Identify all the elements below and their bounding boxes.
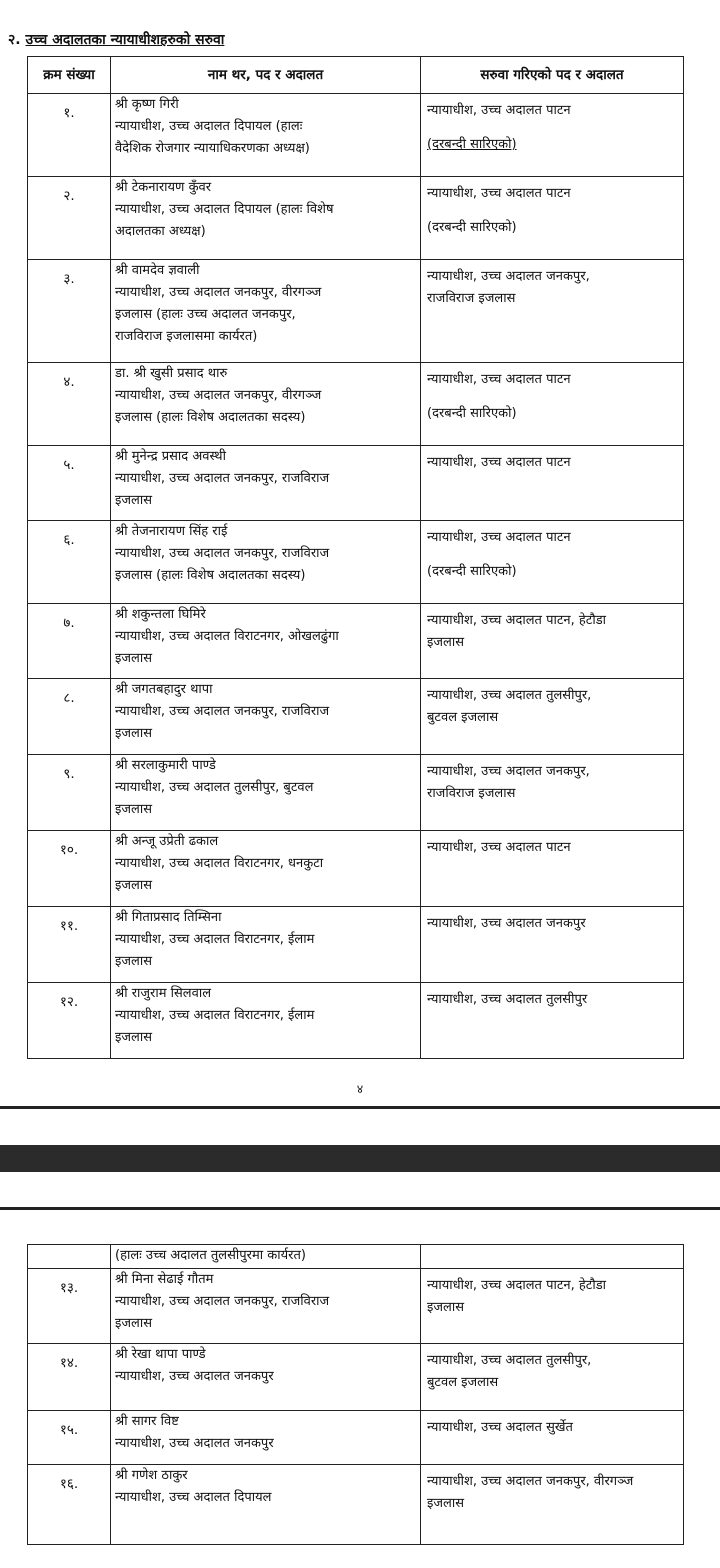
judge-detail-line: न्यायाधीश, उच्च अदालत जनकपुर <box>115 1436 274 1451</box>
judge-detail-line: न्यायाधीश, उच्च अदालत विराटनगर, धनकुटा <box>115 856 324 871</box>
destination-line: न्यायाधीश, उच्च अदालत तुलसीपुर, <box>427 688 592 703</box>
judge-detail-line: न्यायाधीश, उच्च अदालत विराटनगर, ओखलढुंगा <box>115 629 339 644</box>
destination-line: न्यायाधीश, उच्च अदालत जनकपुर, वीरगञ्ज <box>427 1474 634 1489</box>
judge-details <box>111 604 421 679</box>
judge-detail-line: अदालतका अध्यक्ष) <box>115 224 206 239</box>
serial-number: ७. <box>28 604 111 679</box>
judge-detail-line: इजलास (हालः विशेष अदालतका सदस्य) <box>115 410 306 425</box>
judge-name: (हालः उच्च अदालत तुलसीपुरमा कार्यरत) <box>115 1248 306 1263</box>
judge-name: श्री सरलाकुमारी पाण्डे <box>115 758 216 773</box>
judge-detail-line: न्यायाधीश, उच्च अदालत जनकपुर, राजविराज <box>115 1294 330 1309</box>
judge-details <box>111 1465 421 1545</box>
judge-name: श्री जगतबहादुर थापा <box>115 682 213 697</box>
judge-details <box>111 1344 421 1411</box>
judge-detail-line: इजलास <box>115 726 152 741</box>
judge-name: श्री तेजनारायण सिंह राई <box>115 524 228 539</box>
serial-number: १०. <box>28 831 111 907</box>
judge-detail-line: इजलास <box>115 493 152 508</box>
destination-line: न्यायाधीश, उच्च अदालत सुर्खेत <box>427 1420 573 1435</box>
judge-details <box>111 907 421 983</box>
judge-detail-line: न्यायाधीश, उच्च अदालत जनकपुर, राजविराज <box>115 546 330 561</box>
judge-detail-line: न्यायाधीश, उच्च अदालत तुलसीपुर, बुटवल <box>115 780 314 795</box>
table-row <box>28 363 684 446</box>
judge-detail-line: न्यायाधीश, उच्च अदालत जनकपुर <box>115 1369 274 1384</box>
destination-line: इजलास <box>427 1496 464 1511</box>
page-divider-top <box>0 1106 720 1109</box>
transfer-destination <box>421 1344 684 1411</box>
judge-details <box>111 755 421 831</box>
quota-note: (दरबन्दी सारिएको) <box>427 564 517 579</box>
serial-number: १३. <box>28 1269 111 1344</box>
judge-details <box>111 1245 421 1269</box>
table-row <box>28 521 684 604</box>
table-row <box>28 755 684 831</box>
judge-detail-line: राजविराज इजलासमा कार्यरत) <box>115 329 258 344</box>
destination-line: न्यायाधीश, उच्च अदालत पाटन <box>427 455 571 470</box>
judge-detail-line: इजलास <box>115 651 152 666</box>
transfer-destination <box>421 1269 684 1344</box>
table-row <box>28 679 684 755</box>
serial-number: १६. <box>28 1465 111 1545</box>
judge-detail-line: न्यायाधीश, उच्च अदालत विराटनगर, ईलाम <box>115 1008 315 1023</box>
table-row <box>28 831 684 907</box>
judge-detail-line: इजलास <box>115 954 152 969</box>
destination-line: न्यायाधीश, उच्च अदालत तुलसीपुर <box>427 992 588 1007</box>
quota-note: (दरबन्दी सारिएको) <box>427 137 517 152</box>
judge-detail-line: न्यायाधीश, उच्च अदालत दिपायल (हालः <box>115 119 303 134</box>
judge-detail-line: इजलास <box>115 1030 152 1045</box>
serial-number: ५. <box>28 446 111 521</box>
table-row <box>28 604 684 679</box>
judge-detail-line: न्यायाधीश, उच्च अदालत जनकपुर, वीरगञ्ज <box>115 285 322 300</box>
transfer-destination <box>421 363 684 446</box>
table-row <box>28 1245 684 1269</box>
judge-name: श्री मिना सेढाई गौतम <box>115 1272 214 1287</box>
judge-name: श्री शकुन्तला घिमिरे <box>115 607 206 622</box>
table-row <box>28 1269 684 1344</box>
destination-line: न्यायाधीश, उच्च अदालत जनकपुर, <box>427 269 590 284</box>
judge-detail-line: इजलास (हालः उच्च अदालत जनकपुर, <box>115 307 296 322</box>
column-header-name: नाम थर, पद र अदालत <box>111 57 421 94</box>
destination-line: न्यायाधीश, उच्च अदालत पाटन, हेटौडा <box>427 613 607 628</box>
judge-details <box>111 446 421 521</box>
transfer-destination <box>421 260 684 363</box>
serial-number: १५. <box>28 1411 111 1465</box>
judge-details <box>111 521 421 604</box>
destination-line: न्यायाधीश, उच्च अदालत तुलसीपुर, <box>427 1353 592 1368</box>
judge-details <box>111 260 421 363</box>
judge-name: श्री टेकनारायण कुँवर <box>115 180 212 195</box>
transfer-destination <box>421 1411 684 1465</box>
judge-detail-line: न्यायाधीश, उच्च अदालत जनकपुर, राजविराज <box>115 471 330 486</box>
quota-note: (दरबन्दी सारिएको) <box>427 406 517 421</box>
transfer-destination <box>421 177 684 260</box>
destination-line: न्यायाधीश, उच्च अदालत जनकपुर <box>427 916 586 931</box>
destination-line: न्यायाधीश, उच्च अदालत पाटन <box>427 186 571 201</box>
serial-number: ६. <box>28 521 111 604</box>
destination-line: इजलास <box>427 1300 464 1315</box>
transfer-destination <box>421 983 684 1059</box>
serial-number: १४. <box>28 1344 111 1411</box>
table-row <box>28 1465 684 1545</box>
destination-line: न्यायाधीश, उच्च अदालत जनकपुर, <box>427 764 590 779</box>
judge-name: श्री रेखा थापा पाण्डे <box>115 1347 206 1362</box>
destination-line: न्यायाधीश, उच्च अदालत पाटन, हेटौडा <box>427 1278 607 1293</box>
table-body <box>28 94 684 1059</box>
transfer-destination <box>421 679 684 755</box>
judge-details <box>111 1269 421 1344</box>
table-row <box>28 1411 684 1465</box>
judge-detail-line: इजलास <box>115 1316 152 1331</box>
serial-number: १. <box>28 94 111 177</box>
column-header-serial: क्रम संख्या <box>28 57 111 94</box>
judge-details <box>111 363 421 446</box>
judge-details <box>111 983 421 1059</box>
judge-detail-line: इजलास <box>115 802 152 817</box>
destination-line: राजविराज इजलास <box>427 786 516 801</box>
judge-name: श्री राजुराम सिलवाल <box>115 986 212 1001</box>
section-heading <box>8 30 224 49</box>
judge-detail-line: इजलास (हालः विशेष अदालतका सदस्य) <box>115 568 306 583</box>
destination-line: न्यायाधीश, उच्च अदालत पाटन <box>427 103 571 118</box>
transfer-table-continued <box>27 1244 684 1545</box>
destination-line: न्यायाधीश, उच्च अदालत पाटन <box>427 840 571 855</box>
judge-details <box>111 679 421 755</box>
judge-detail-line: न्यायाधीश, उच्च अदालत जनकपुर, वीरगञ्ज <box>115 388 322 403</box>
destination-line: बुटवल इजलास <box>427 710 499 725</box>
transfer-destination <box>421 1245 684 1269</box>
judge-name: श्री वामदेव ज्ञवाली <box>115 263 200 278</box>
table-row <box>28 907 684 983</box>
table-row <box>28 177 684 260</box>
table-header-row <box>28 57 684 94</box>
section-heading-text: उच्च अदालतका न्यायाधीशहरुको सरुवा <box>25 32 225 48</box>
serial-number <box>28 1245 111 1269</box>
transfer-destination <box>421 831 684 907</box>
transfer-destination <box>421 907 684 983</box>
serial-number: १२. <box>28 983 111 1059</box>
column-header-destination: सरुवा गरिएको पद र अदालत <box>421 57 684 94</box>
judge-details <box>111 94 421 177</box>
transfer-destination <box>421 446 684 521</box>
transfer-table <box>27 56 684 1059</box>
judge-name: डा. श्री खुसी प्रसाद थारु <box>115 366 228 381</box>
judge-detail-line: न्यायाधीश, उच्च अदालत दिपायल (हालः विशेष <box>115 202 334 217</box>
judge-name: श्री गणेश ठाकुर <box>115 1468 188 1483</box>
section-heading-number: २. <box>8 32 21 48</box>
serial-number: ८. <box>28 679 111 755</box>
judge-detail-line: न्यायाधीश, उच्च अदालत दिपायल <box>115 1490 272 1505</box>
table-row <box>28 1344 684 1411</box>
judge-name: श्री अन्जू उप्रेती ढकाल <box>115 834 219 849</box>
serial-number: ९. <box>28 755 111 831</box>
serial-number: २. <box>28 177 111 260</box>
page-gap-band <box>0 1145 720 1172</box>
serial-number: ३. <box>28 260 111 363</box>
page-number: ४ <box>356 1082 364 1096</box>
judge-detail-line: इजलास <box>115 878 152 893</box>
judge-detail-line: न्यायाधीश, उच्च अदालत विराटनगर, ईलाम <box>115 932 315 947</box>
judge-name: श्री सागर विष्ट <box>115 1414 179 1429</box>
judge-name: श्री मुनेन्द्र प्रसाद अवस्थी <box>115 449 226 464</box>
destination-line: बुटवल इजलास <box>427 1375 499 1390</box>
table-row <box>28 983 684 1059</box>
destination-line: न्यायाधीश, उच्च अदालत पाटन <box>427 530 571 545</box>
document-page-2 <box>0 1210 720 1568</box>
table-row <box>28 446 684 521</box>
judge-details <box>111 1411 421 1465</box>
judge-detail-line: वैदेशिक रोजगार न्यायाधिकरणका अध्यक्ष) <box>115 141 310 156</box>
table-body-continued <box>28 1245 684 1545</box>
destination-line: राजविराज इजलास <box>427 291 516 306</box>
judge-detail-line: न्यायाधीश, उच्च अदालत जनकपुर, राजविराज <box>115 704 330 719</box>
destination-line: न्यायाधीश, उच्च अदालत पाटन <box>427 372 571 387</box>
transfer-destination <box>421 521 684 604</box>
judge-name: श्री गिताप्रसाद तिम्सिना <box>115 910 222 925</box>
serial-number: ४. <box>28 363 111 446</box>
transfer-destination <box>421 1465 684 1545</box>
serial-number: ११. <box>28 907 111 983</box>
transfer-destination <box>421 604 684 679</box>
table-row <box>28 260 684 363</box>
quota-note: (दरबन्दी सारिएको) <box>427 220 517 235</box>
judge-details <box>111 831 421 907</box>
table-row <box>28 94 684 177</box>
judge-name: श्री कृष्ण गिरी <box>115 97 179 112</box>
transfer-destination <box>421 94 684 177</box>
destination-line: इजलास <box>427 635 464 650</box>
judge-details <box>111 177 421 260</box>
transfer-destination <box>421 755 684 831</box>
